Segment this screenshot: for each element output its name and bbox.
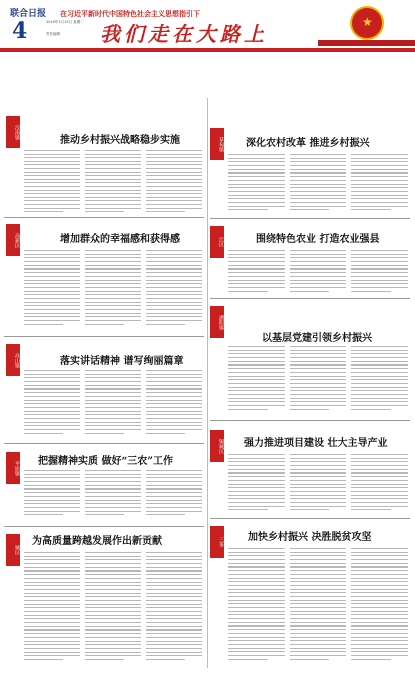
section-tag: 汉南镇 — [6, 116, 20, 148]
article-divider — [210, 420, 410, 421]
section-tag: 城区 — [6, 534, 20, 566]
article-divider — [4, 443, 204, 444]
article-headline: 以基层党建引领乡村振兴 — [262, 333, 372, 344]
article-headline: 强力推进项目建设 壮大主导产业 — [244, 438, 388, 449]
article-body — [24, 470, 202, 520]
article-divider — [4, 526, 204, 527]
article-body — [24, 552, 202, 664]
article-headline: 加快乡村振兴 决胜脱贫攻坚 — [248, 532, 372, 543]
issue-date: 2019年1月15日 星期二 — [46, 20, 84, 24]
article-divider — [210, 518, 410, 519]
banner-lead: 在习近平新时代中国特色社会主义思想指引下 — [60, 10, 200, 18]
article-body — [228, 154, 408, 214]
article-divider — [210, 218, 410, 219]
article-body — [228, 346, 408, 416]
party-emblem-icon: ★ — [350, 6, 384, 40]
section-tag: 草甸镇 — [210, 128, 224, 160]
article-body — [228, 250, 408, 294]
section-tag: 江区 — [210, 226, 224, 258]
newspaper-logo: 联合日报 — [10, 9, 47, 19]
article-headline: 把握精神实质 做好“三农”工作 — [38, 456, 173, 467]
article-body — [24, 370, 202, 438]
article-body — [24, 150, 202, 212]
article-headline: 增加群众的幸福感和获得感 — [60, 234, 180, 245]
column-divider — [207, 98, 208, 668]
masthead-rule — [0, 48, 415, 52]
article-divider — [4, 217, 204, 218]
decorative-strip — [318, 40, 415, 46]
article-body — [228, 548, 408, 664]
section-tag: 三茶 — [210, 526, 224, 558]
editor-line: 责任编辑 — [46, 32, 60, 36]
banner-title: 我们走在大路上 — [100, 22, 268, 46]
section-tag: 铜城区 — [210, 430, 224, 462]
section-tag: 高新区 — [6, 224, 20, 256]
masthead — [0, 0, 415, 92]
article-headline: 为高质量跨越发展作出新贡献 — [32, 536, 162, 547]
article-headline: 围绕特色农业 打造农业强县 — [256, 234, 380, 245]
page-number: 4 — [12, 18, 28, 44]
section-tag: 高山镇 — [6, 344, 20, 376]
article-headline: 深化农村改革 推进乡村振兴 — [246, 138, 370, 149]
article-headline: 落实讲话精神 谱写绚丽篇章 — [60, 356, 184, 367]
article-body — [24, 250, 202, 330]
section-tag: 湖阳镇 — [210, 306, 224, 338]
article-divider — [210, 298, 410, 299]
article-divider — [4, 336, 204, 337]
article-headline: 推动乡村振兴战略稳步实施 — [60, 135, 180, 146]
article-body — [228, 454, 408, 514]
section-tag: 平原镇 — [6, 452, 20, 484]
